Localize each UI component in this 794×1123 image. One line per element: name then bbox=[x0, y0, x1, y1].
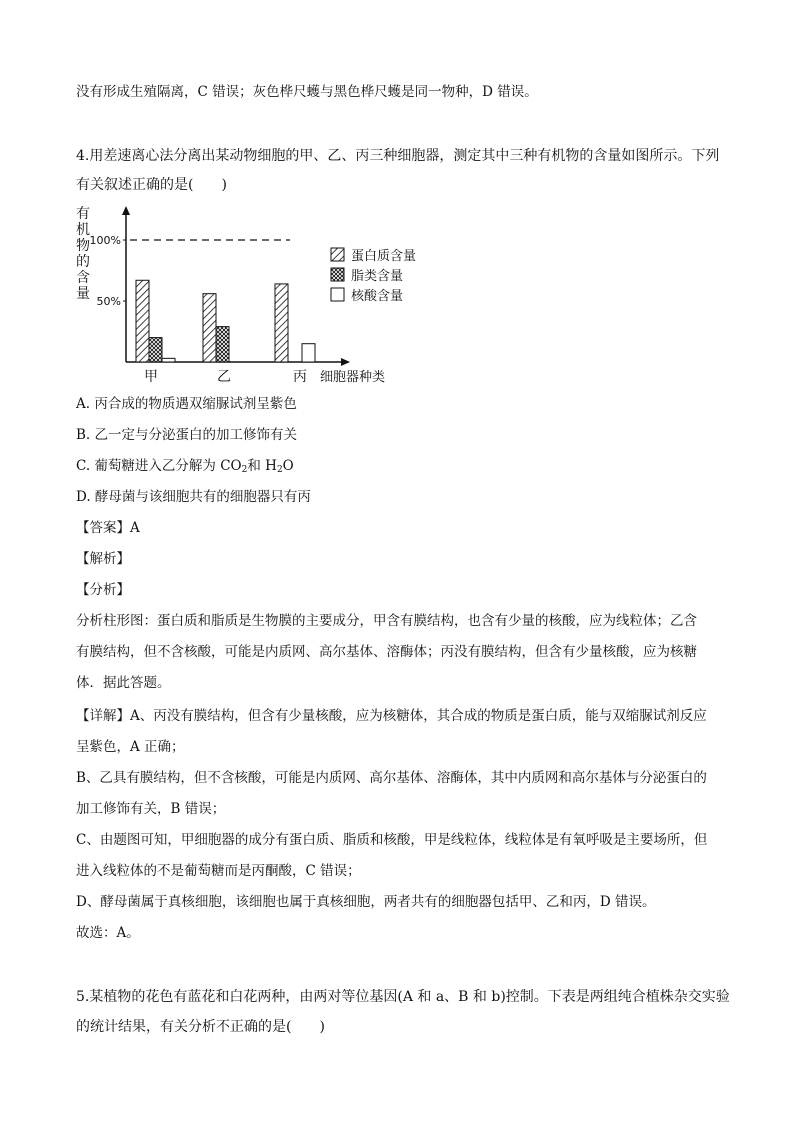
bar-lipid-2 bbox=[216, 327, 229, 362]
category-label-jia: 甲 bbox=[144, 369, 158, 385]
tick-label-50: 50% bbox=[96, 295, 121, 308]
option-c-sub-2: 2 bbox=[276, 465, 283, 475]
detail-line-4: 加工修饰有关，B 错误； bbox=[76, 801, 226, 817]
fenxi-label: 【分析】 bbox=[76, 582, 130, 598]
option-b: B. 乙一定与分泌蛋白的加工修饰有关 bbox=[76, 427, 298, 443]
y-label-char: 机 bbox=[76, 222, 90, 238]
detail-line-5: C、由题图可知，甲细胞器的成分有蛋白质、脂质和核酸，甲是线粒体，线粒体是有氧呼吸是主要场所，但 bbox=[76, 832, 708, 848]
option-c bbox=[76, 456, 294, 480]
option-a: A. 丙合成的物质遇双缩脲试剂呈紫色 bbox=[76, 396, 297, 412]
text-line-previous-answer-end: 没有形成生殖隔离，C 错误；灰色桦尺蠖与黑色桦尺蠖是同一物种，D 错误。 bbox=[76, 84, 538, 100]
option-c-text: C. 葡萄糖进入乙分解为 CO bbox=[76, 458, 242, 474]
bar-nucleic-1 bbox=[162, 358, 175, 362]
detail-line-1: 【详解】A、丙没有膜结构，但含有少量核酸，应为核糖体，其合成的物质是蛋白质，能与双缩脲试剂反应 bbox=[76, 708, 707, 724]
conclusion-line: 故选：A。 bbox=[76, 925, 140, 941]
category-label-bing: 丙 bbox=[293, 369, 307, 385]
analysis-line-1: 分析柱形图：蛋白质和脂质是生物膜的主要成分，甲含有膜结构，也含有少量的核酸，应为线粒体；乙含 bbox=[76, 613, 697, 629]
detail-line-6: 进入线粒体的不是葡萄糖而是丙酮酸，C 错误； bbox=[76, 863, 361, 879]
jiexi-label: 【解析】 bbox=[76, 551, 130, 567]
y-axis-label bbox=[76, 206, 90, 302]
question-4-stem-line-2: 有关叙述正确的是( ) bbox=[76, 177, 227, 193]
bar-nucleic-3 bbox=[302, 344, 315, 362]
category-label-yi: 乙 bbox=[217, 369, 231, 385]
legend-label-protein: 蛋白质含量 bbox=[351, 249, 417, 264]
bar-protein-2 bbox=[203, 294, 216, 362]
option-c-sub-1: 2 bbox=[241, 465, 248, 475]
legend-swatch-lipid bbox=[331, 268, 344, 281]
x-axis-arrow bbox=[341, 358, 350, 366]
y-axis-arrow bbox=[122, 206, 130, 215]
bars-group bbox=[136, 280, 315, 362]
option-c-post: O bbox=[282, 458, 294, 474]
tick-label-100: 100% bbox=[89, 234, 121, 247]
legend-swatch-nucleic bbox=[331, 288, 344, 301]
y-label-char: 物 bbox=[76, 238, 90, 254]
question-5-stem-line-2: 的统计结果，有关分析不正确的是( ) bbox=[76, 1019, 325, 1035]
y-label-char: 有 bbox=[76, 206, 90, 222]
x-axis-label: 细胞器种类 bbox=[320, 370, 386, 385]
organelle-bar-chart bbox=[74, 200, 434, 390]
bar-protein-1 bbox=[136, 280, 149, 362]
legend bbox=[331, 248, 416, 304]
legend-label-nucleic: 核酸含量 bbox=[351, 289, 404, 304]
detail-line-7: D、酵母菌属于真核细胞，该细胞也属于真核细胞，两者共有的细胞器包括甲、乙和丙，D 错误。 bbox=[76, 894, 656, 910]
question-5-stem-line-1: 5.某植物的花色有蓝花和白花两种，由两对等位基因(A 和 a、B 和 b)控制。下表是两组纯合植株杂交实验 bbox=[76, 989, 730, 1005]
legend-swatch-protein bbox=[331, 248, 344, 261]
option-d: D. 酵母菌与该细胞共有的细胞器只有丙 bbox=[76, 489, 311, 505]
analysis-line-3: 体．据此答题。 bbox=[76, 675, 171, 691]
bar-lipid-1 bbox=[149, 338, 162, 362]
bar-protein-3 bbox=[275, 284, 288, 362]
option-c-mid: 和 H bbox=[247, 458, 277, 474]
y-label-char: 含 bbox=[76, 270, 90, 286]
analysis-line-2: 有膜结构，但不含核酸，可能是内质网、高尔基体、溶酶体；丙没有膜结构，但含有少量核酸，应为核糖 bbox=[76, 644, 697, 660]
detail-line-3: B、乙具有膜结构，但不含核酸，可能是内质网、高尔基体、溶酶体，其中内质网和高尔基体与分泌蛋白的 bbox=[76, 770, 707, 786]
legend-label-lipid: 脂类含量 bbox=[351, 269, 404, 284]
y-label-char: 的 bbox=[76, 254, 90, 270]
detail-line-2: 呈紫色，A 正确； bbox=[76, 739, 185, 755]
question-4-stem-line-1: 4.用差速离心法分离出某动物细胞的甲、乙、丙三种细胞器，测定其中三种有机物的含量如图所示。下列 bbox=[76, 148, 720, 164]
answer-label: 【答案】A bbox=[76, 520, 140, 536]
y-label-char: 量 bbox=[76, 286, 90, 302]
